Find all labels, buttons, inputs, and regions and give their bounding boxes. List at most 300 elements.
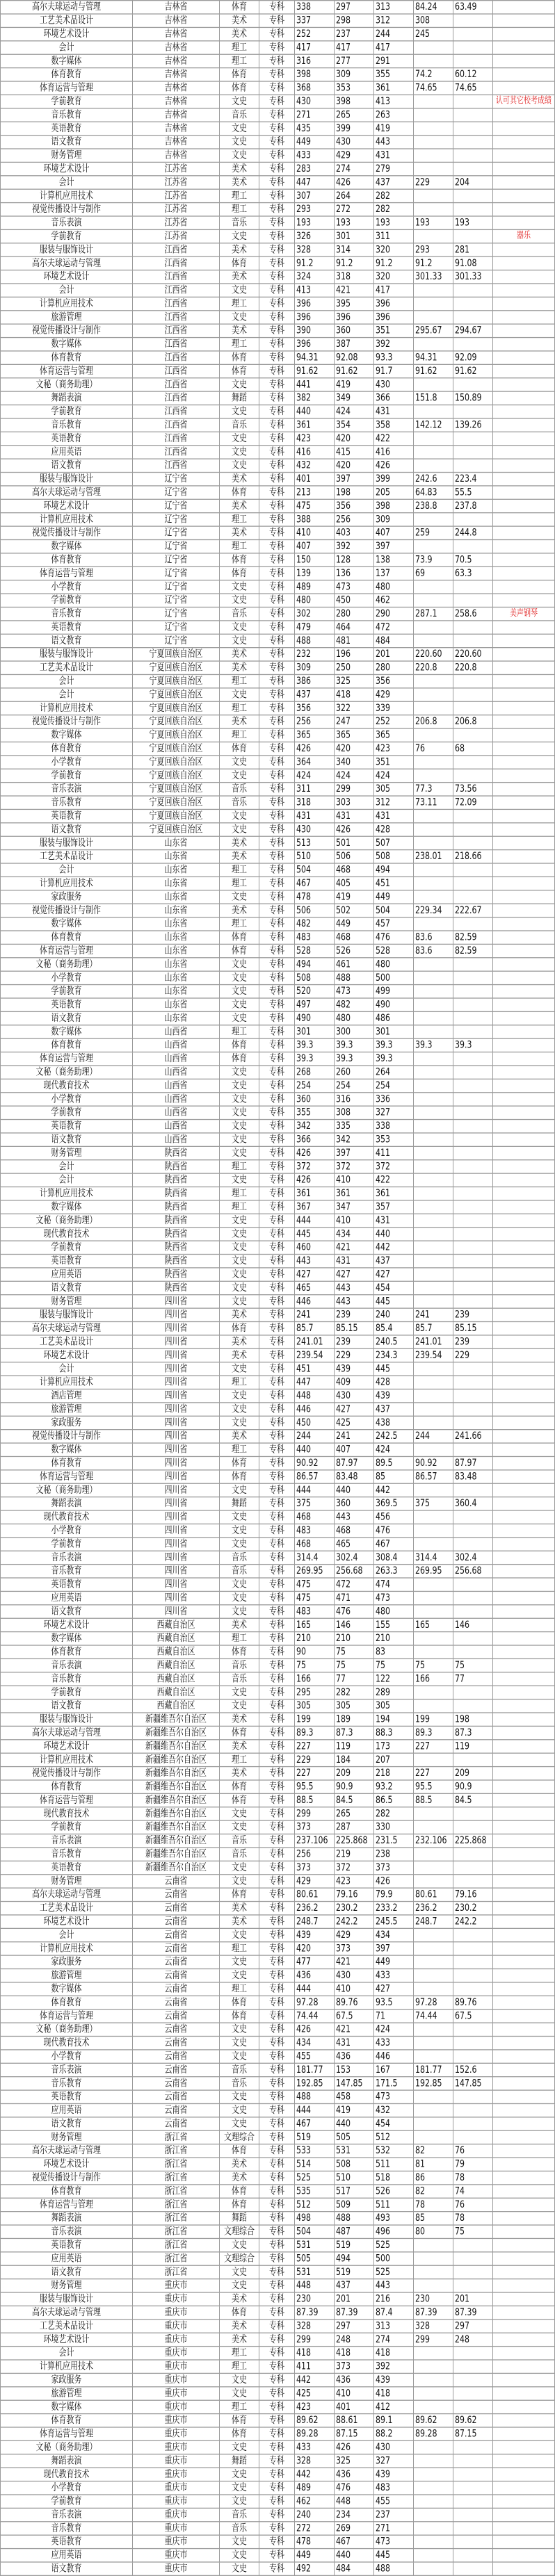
cell-level: 专科 — [259, 418, 295, 432]
cell-province: 浙江省 — [133, 2212, 220, 2225]
cell-major: 现代教育技术 — [1, 1228, 133, 1241]
cell-art-max — [414, 1011, 453, 1025]
cell-category: 美术 — [220, 2320, 259, 2333]
cell-min-score: 234 — [335, 2508, 374, 2521]
table-row — [1, 985, 555, 998]
cell-province: 宁夏回族自治区 — [133, 648, 220, 661]
cell-category: 文史 — [220, 2050, 259, 2063]
cell-remark — [493, 1295, 555, 1308]
cell-province: 江苏省 — [133, 229, 220, 243]
cell-avg-score: 439 — [374, 2468, 414, 2481]
table-row — [1, 1011, 555, 1025]
cell-max-score: 446 — [295, 1295, 335, 1308]
cell-avg-score: 312 — [374, 14, 414, 27]
cell-remark — [493, 2535, 555, 2548]
cell-avg-score: 532 — [374, 2144, 414, 2158]
cell-province: 山西省 — [133, 1066, 220, 1079]
cell-province: 浙江省 — [133, 2238, 220, 2251]
cell-major: 计算机应用技术 — [1, 2360, 133, 2373]
cell-province: 江西省 — [133, 364, 220, 377]
cell-major: 数字媒体 — [1, 2400, 133, 2413]
table-row — [1, 1699, 555, 1713]
cell-avg-score: 418 — [374, 2347, 414, 2360]
cell-level: 专科 — [259, 1510, 295, 1524]
table-row — [1, 1848, 555, 1861]
cell-major: 工艺美术品设计 — [1, 1335, 133, 1348]
cell-art-min: 220.8 — [453, 661, 493, 674]
cell-art-max: 82 — [414, 2144, 453, 2158]
cell-max-score: 444 — [295, 1483, 335, 1497]
cell-min-score: 75 — [335, 1645, 374, 1658]
cell-avg-score: 155 — [374, 1618, 414, 1631]
cell-max-score: 361 — [295, 418, 335, 432]
cell-avg-score: 500 — [374, 2252, 414, 2265]
cell-province: 云南省 — [133, 2036, 220, 2049]
cell-level: 专科 — [259, 2130, 295, 2144]
table-row — [1, 351, 555, 364]
cell-art-min — [453, 1255, 493, 1268]
cell-category: 文史 — [220, 284, 259, 297]
cell-min-score: 476 — [335, 1605, 374, 1618]
cell-art-min — [453, 162, 493, 175]
cell-min-score: 387 — [335, 338, 374, 351]
cell-min-score: 423 — [335, 1875, 374, 1888]
cell-art-max — [414, 2468, 453, 2481]
cell-art-max: 239.54 — [414, 1348, 453, 1362]
cell-art-min: 302.4 — [453, 1551, 493, 1564]
cell-remark — [493, 284, 555, 297]
cell-province: 四川省 — [133, 1348, 220, 1362]
cell-min-score: 83.48 — [335, 1470, 374, 1483]
cell-level: 专科 — [259, 122, 295, 135]
cell-remark — [493, 1133, 555, 1146]
cell-min-score: 426 — [335, 823, 374, 836]
table-row — [1, 1295, 555, 1308]
cell-level: 专科 — [259, 688, 295, 701]
cell-province: 重庆市 — [133, 2333, 220, 2346]
cell-art-min: 239 — [453, 1308, 493, 1321]
table-row — [1, 1321, 555, 1335]
cell-min-score: 88.61 — [335, 2414, 374, 2427]
cell-category: 美术 — [220, 1618, 259, 1631]
cell-category: 美术 — [220, 1430, 259, 1443]
cell-art-min — [453, 1928, 493, 1941]
cell-max-score: 425 — [295, 2387, 335, 2400]
cell-max-score: 411 — [295, 2360, 335, 2373]
cell-remark — [493, 1335, 555, 1348]
cell-min-score: 119 — [335, 1740, 374, 1753]
cell-remark — [493, 513, 555, 526]
cell-min-score: 403 — [335, 526, 374, 539]
cell-max-score: 429 — [295, 1875, 335, 1888]
cell-art-min — [453, 122, 493, 135]
cell-province: 山东省 — [133, 850, 220, 863]
table-row — [1, 1214, 555, 1227]
cell-art-min: 70.5 — [453, 553, 493, 566]
cell-province: 辽宁省 — [133, 553, 220, 566]
cell-avg-score: 305 — [374, 1699, 414, 1713]
cell-min-score: 250 — [335, 661, 374, 674]
cell-min-score: 256.68 — [335, 1565, 374, 1578]
cell-level: 专科 — [259, 324, 295, 337]
cell-min-score: 248 — [335, 2333, 374, 2346]
cell-art-min — [453, 1146, 493, 1159]
cell-art-max — [414, 1106, 453, 1119]
cell-min-score: 420 — [335, 459, 374, 472]
cell-max-score: 95.5 — [295, 1780, 335, 1793]
cell-min-score: 77 — [335, 1672, 374, 1686]
cell-avg-score: 445 — [374, 2549, 414, 2562]
cell-level: 专科 — [259, 1255, 295, 1268]
cell-province: 新疆维吾尔自治区 — [133, 1793, 220, 1807]
cell-art-max: 85.7 — [414, 1321, 453, 1335]
cell-province: 浙江省 — [133, 2265, 220, 2279]
table-row — [1, 473, 555, 486]
cell-level: 专科 — [259, 1672, 295, 1686]
cell-level: 专科 — [259, 1955, 295, 1968]
cell-province: 山东省 — [133, 958, 220, 971]
cell-province: 新疆维吾尔自治区 — [133, 1861, 220, 1874]
cell-province: 浙江省 — [133, 2144, 220, 2158]
cell-major: 音乐表演 — [1, 1551, 133, 1564]
cell-level: 专科 — [259, 1173, 295, 1187]
cell-category: 美术 — [220, 2158, 259, 2171]
cell-min-score: 349 — [335, 391, 374, 405]
cell-max-score: 299 — [295, 1807, 335, 1820]
cell-level: 专科 — [259, 1753, 295, 1766]
cell-art-max — [414, 823, 453, 836]
cell-art-max — [414, 2373, 453, 2386]
cell-max-score: 430 — [295, 823, 335, 836]
cell-category: 音乐 — [220, 216, 259, 229]
cell-min-score: 449 — [335, 918, 374, 931]
table-row — [1, 2090, 555, 2103]
cell-province: 云南省 — [133, 1982, 220, 1996]
cell-max-score: 372 — [295, 1160, 335, 1173]
cell-max-score: 475 — [295, 1591, 335, 1604]
cell-remark — [493, 526, 555, 539]
cell-min-score: 471 — [335, 1591, 374, 1604]
cell-category: 音乐 — [220, 1551, 259, 1564]
cell-category: 文史 — [220, 122, 259, 135]
cell-remark — [493, 648, 555, 661]
cell-max-score: 531 — [295, 2265, 335, 2279]
cell-max-score: 442 — [295, 2468, 335, 2481]
cell-remark — [493, 1767, 555, 1780]
table-row — [1, 2440, 555, 2454]
cell-max-score: 97.28 — [295, 1996, 335, 2009]
cell-remark — [493, 1861, 555, 1874]
cell-art-max: 236.2 — [414, 1902, 453, 1915]
table-row — [1, 634, 555, 647]
cell-province: 重庆市 — [133, 2387, 220, 2400]
cell-remark — [493, 1281, 555, 1294]
cell-category: 美术 — [220, 473, 259, 486]
cell-avg-score: 274 — [374, 2333, 414, 2346]
cell-remark — [493, 1969, 555, 1982]
cell-max-score: 337 — [295, 14, 335, 27]
table-row — [1, 2414, 555, 2427]
cell-level: 专科 — [259, 1780, 295, 1793]
table-row — [1, 1780, 555, 1793]
cell-category: 文史 — [220, 2090, 259, 2103]
cell-art-min — [453, 1011, 493, 1025]
table-row — [1, 1632, 555, 1645]
cell-level: 专科 — [259, 2212, 295, 2225]
table-row — [1, 2468, 555, 2481]
table-row — [1, 1093, 555, 1106]
cell-category: 文史 — [220, 2495, 259, 2508]
cell-remark — [493, 1362, 555, 1376]
cell-min-score: 302.4 — [335, 1551, 374, 1564]
cell-art-max — [414, 2454, 453, 2468]
cell-category: 文史 — [220, 1173, 259, 1187]
cell-art-min — [453, 189, 493, 202]
cell-province: 辽宁省 — [133, 634, 220, 647]
cell-remark — [493, 944, 555, 957]
cell-major: 环境艺术设计 — [1, 162, 133, 175]
cell-remark — [493, 1160, 555, 1173]
cell-avg-score: 205 — [374, 486, 414, 499]
cell-major: 现代教育技术 — [1, 2036, 133, 2049]
cell-max-score: 360 — [295, 1093, 335, 1106]
cell-province: 山西省 — [133, 1106, 220, 1119]
cell-min-score: 229 — [335, 1348, 374, 1362]
cell-level: 专科 — [259, 2117, 295, 2130]
cell-remark — [493, 971, 555, 984]
cell-province: 重庆市 — [133, 2279, 220, 2292]
cell-level: 专科 — [259, 270, 295, 284]
cell-max-score: 440 — [295, 1443, 335, 1456]
cell-art-max — [414, 1120, 453, 1133]
cell-art-min: 87.3 — [453, 1726, 493, 1739]
cell-remark — [493, 2130, 555, 2144]
cell-remark — [493, 27, 555, 40]
cell-min-score: 239 — [335, 1335, 374, 1348]
cell-level: 专科 — [259, 2265, 295, 2279]
cell-remark — [493, 1268, 555, 1281]
cell-max-score: 533 — [295, 2144, 335, 2158]
cell-category: 理工 — [220, 1025, 259, 1038]
cell-art-max — [414, 1483, 453, 1497]
cell-level: 专科 — [259, 2306, 295, 2319]
cell-level: 专科 — [259, 162, 295, 175]
cell-major: 语文教育 — [1, 1281, 133, 1294]
cell-level: 专科 — [259, 1699, 295, 1713]
cell-remark — [493, 405, 555, 418]
cell-min-score: 488 — [335, 971, 374, 984]
cell-art-min: 198 — [453, 1713, 493, 1726]
cell-art-min: 139.26 — [453, 418, 493, 432]
table-row — [1, 1740, 555, 1753]
cell-category: 体育 — [220, 1780, 259, 1793]
cell-min-score: 440 — [335, 1483, 374, 1497]
cell-max-score: 254 — [295, 1079, 335, 1092]
cell-remark — [493, 1443, 555, 1456]
cell-major: 现代教育技术 — [1, 1510, 133, 1524]
table-row — [1, 715, 555, 728]
cell-remark — [493, 1403, 555, 1416]
cell-avg-score: 438 — [374, 1416, 414, 1429]
table-row — [1, 1079, 555, 1092]
cell-art-max: 238.01 — [414, 850, 453, 863]
table-row — [1, 364, 555, 377]
cell-avg-score: 338 — [374, 1120, 414, 1133]
cell-remark — [493, 446, 555, 459]
cell-max-score: 396 — [295, 311, 335, 324]
cell-major: 语文教育 — [1, 1699, 133, 1713]
cell-avg-score: 233.2 — [374, 1902, 414, 1915]
cell-avg-score: 289 — [374, 1686, 414, 1699]
cell-major: 高尔夫球运动与管理 — [1, 2306, 133, 2319]
cell-major: 小学教育 — [1, 2050, 133, 2063]
cell-max-score: 467 — [295, 2117, 335, 2130]
cell-max-score: 89.28 — [295, 2427, 335, 2440]
cell-art-max: 220.8 — [414, 661, 453, 674]
cell-min-score: 39.3 — [335, 1052, 374, 1066]
cell-category: 美术 — [220, 904, 259, 917]
cell-art-min: 241.66 — [453, 1430, 493, 1443]
cell-avg-score: 355 — [374, 68, 414, 81]
cell-category: 体育 — [220, 364, 259, 377]
cell-level: 专科 — [259, 1079, 295, 1092]
cell-province: 浙江省 — [133, 2158, 220, 2171]
cell-level: 专科 — [259, 2063, 295, 2076]
cell-major: 会计 — [1, 41, 133, 54]
cell-province: 江西省 — [133, 391, 220, 405]
cell-art-max — [414, 1928, 453, 1941]
table-row — [1, 2373, 555, 2386]
cell-art-max — [414, 1228, 453, 1241]
cell-min-score: 392 — [335, 540, 374, 553]
cell-art-min: 258.6 — [453, 607, 493, 620]
table-row — [1, 162, 555, 175]
cell-art-max — [414, 1146, 453, 1159]
cell-art-min — [453, 2468, 493, 2481]
cell-max-score: 86.57 — [295, 1470, 335, 1483]
cell-art-max: 74.44 — [414, 2010, 453, 2023]
cell-min-score: 417 — [335, 41, 374, 54]
cell-level: 专科 — [259, 1497, 295, 1510]
table-row — [1, 2077, 555, 2090]
cell-category: 音乐 — [220, 2063, 259, 2076]
cell-art-max — [414, 1376, 453, 1389]
cell-level: 专科 — [259, 2171, 295, 2184]
cell-remark — [493, 890, 555, 904]
cell-min-score: 427 — [335, 1268, 374, 1281]
cell-category: 美术 — [220, 162, 259, 175]
cell-art-min — [453, 311, 493, 324]
cell-province: 重庆市 — [133, 2400, 220, 2413]
cell-province: 吉林省 — [133, 149, 220, 162]
cell-max-score: 426 — [295, 1173, 335, 1187]
cell-max-score: 449 — [295, 136, 335, 149]
cell-avg-score: 431 — [374, 1214, 414, 1227]
cell-remark — [493, 1834, 555, 1848]
cell-max-score: 465 — [295, 1281, 335, 1294]
cell-art-min — [453, 877, 493, 890]
table-row — [1, 229, 555, 243]
cell-avg-score: 313 — [374, 1, 414, 14]
cell-major: 学前教育 — [1, 594, 133, 607]
cell-avg-score: 525 — [374, 2238, 414, 2251]
cell-province: 山东省 — [133, 918, 220, 931]
cell-province: 吉林省 — [133, 1, 220, 14]
cell-art-max — [414, 728, 453, 742]
cell-art-max — [414, 2549, 453, 2562]
cell-remark — [493, 796, 555, 809]
cell-remark — [493, 68, 555, 81]
cell-min-score: 85.15 — [335, 1321, 374, 1335]
cell-category: 舞蹈 — [220, 391, 259, 405]
cell-avg-score: 483 — [374, 2481, 414, 2495]
cell-province: 浙江省 — [133, 2198, 220, 2211]
cell-art-max — [414, 1079, 453, 1092]
cell-major: 应用英语 — [1, 2549, 133, 2562]
cell-remark — [493, 1241, 555, 1254]
cell-min-score: 361 — [335, 1187, 374, 1200]
table-row — [1, 1942, 555, 1955]
cell-art-max — [414, 1875, 453, 1888]
cell-max-score: 355 — [295, 1106, 335, 1119]
cell-major: 小学教育 — [1, 580, 133, 594]
cell-major: 舞蹈表演 — [1, 1497, 133, 1510]
cell-level: 专科 — [259, 1120, 295, 1133]
table-row — [1, 1551, 555, 1564]
cell-avg-score: 351 — [374, 756, 414, 769]
cell-art-max — [414, 1200, 453, 1214]
cell-min-score: 430 — [335, 1969, 374, 1982]
cell-major: 环境艺术设计 — [1, 2333, 133, 2346]
cell-art-max — [414, 1160, 453, 1173]
cell-level: 专科 — [259, 284, 295, 297]
cell-major: 英语教育 — [1, 2238, 133, 2251]
cell-level: 专科 — [259, 311, 295, 324]
cell-art-max: 80 — [414, 2225, 453, 2238]
cell-avg-score: 88.3 — [374, 1726, 414, 1739]
cell-art-min — [453, 1093, 493, 1106]
cell-avg-score: 518 — [374, 2171, 414, 2184]
cell-avg-score: 476 — [374, 1524, 414, 1537]
cell-avg-score: 320 — [374, 270, 414, 284]
cell-avg-score: 431 — [374, 149, 414, 162]
cell-major: 现代教育技术 — [1, 2468, 133, 2481]
table-row — [1, 1969, 555, 1982]
cell-max-score: 166 — [295, 1672, 335, 1686]
cell-major: 音乐教育 — [1, 2522, 133, 2535]
cell-art-max: 241.01 — [414, 1335, 453, 1348]
cell-min-score: 426 — [335, 2440, 374, 2454]
cell-min-score: 424 — [335, 405, 374, 418]
cell-category: 体育 — [220, 553, 259, 566]
cell-level: 专科 — [259, 1362, 295, 1376]
cell-art-max: 89.3 — [414, 1726, 453, 1739]
cell-avg-score: 496 — [374, 2225, 414, 2238]
cell-major: 工艺美术品设计 — [1, 661, 133, 674]
cell-province: 吉林省 — [133, 81, 220, 95]
table-row — [1, 796, 555, 809]
cell-min-score: 427 — [335, 1403, 374, 1416]
cell-province: 山东省 — [133, 971, 220, 984]
cell-art-max — [414, 674, 453, 687]
cell-art-max — [414, 1982, 453, 1996]
cell-max-score: 505 — [295, 2252, 335, 2265]
cell-level: 专科 — [259, 149, 295, 162]
cell-art-min — [453, 1645, 493, 1658]
cell-remark — [493, 1955, 555, 1968]
cell-remark — [493, 122, 555, 135]
cell-major: 计算机应用技术 — [1, 297, 133, 310]
